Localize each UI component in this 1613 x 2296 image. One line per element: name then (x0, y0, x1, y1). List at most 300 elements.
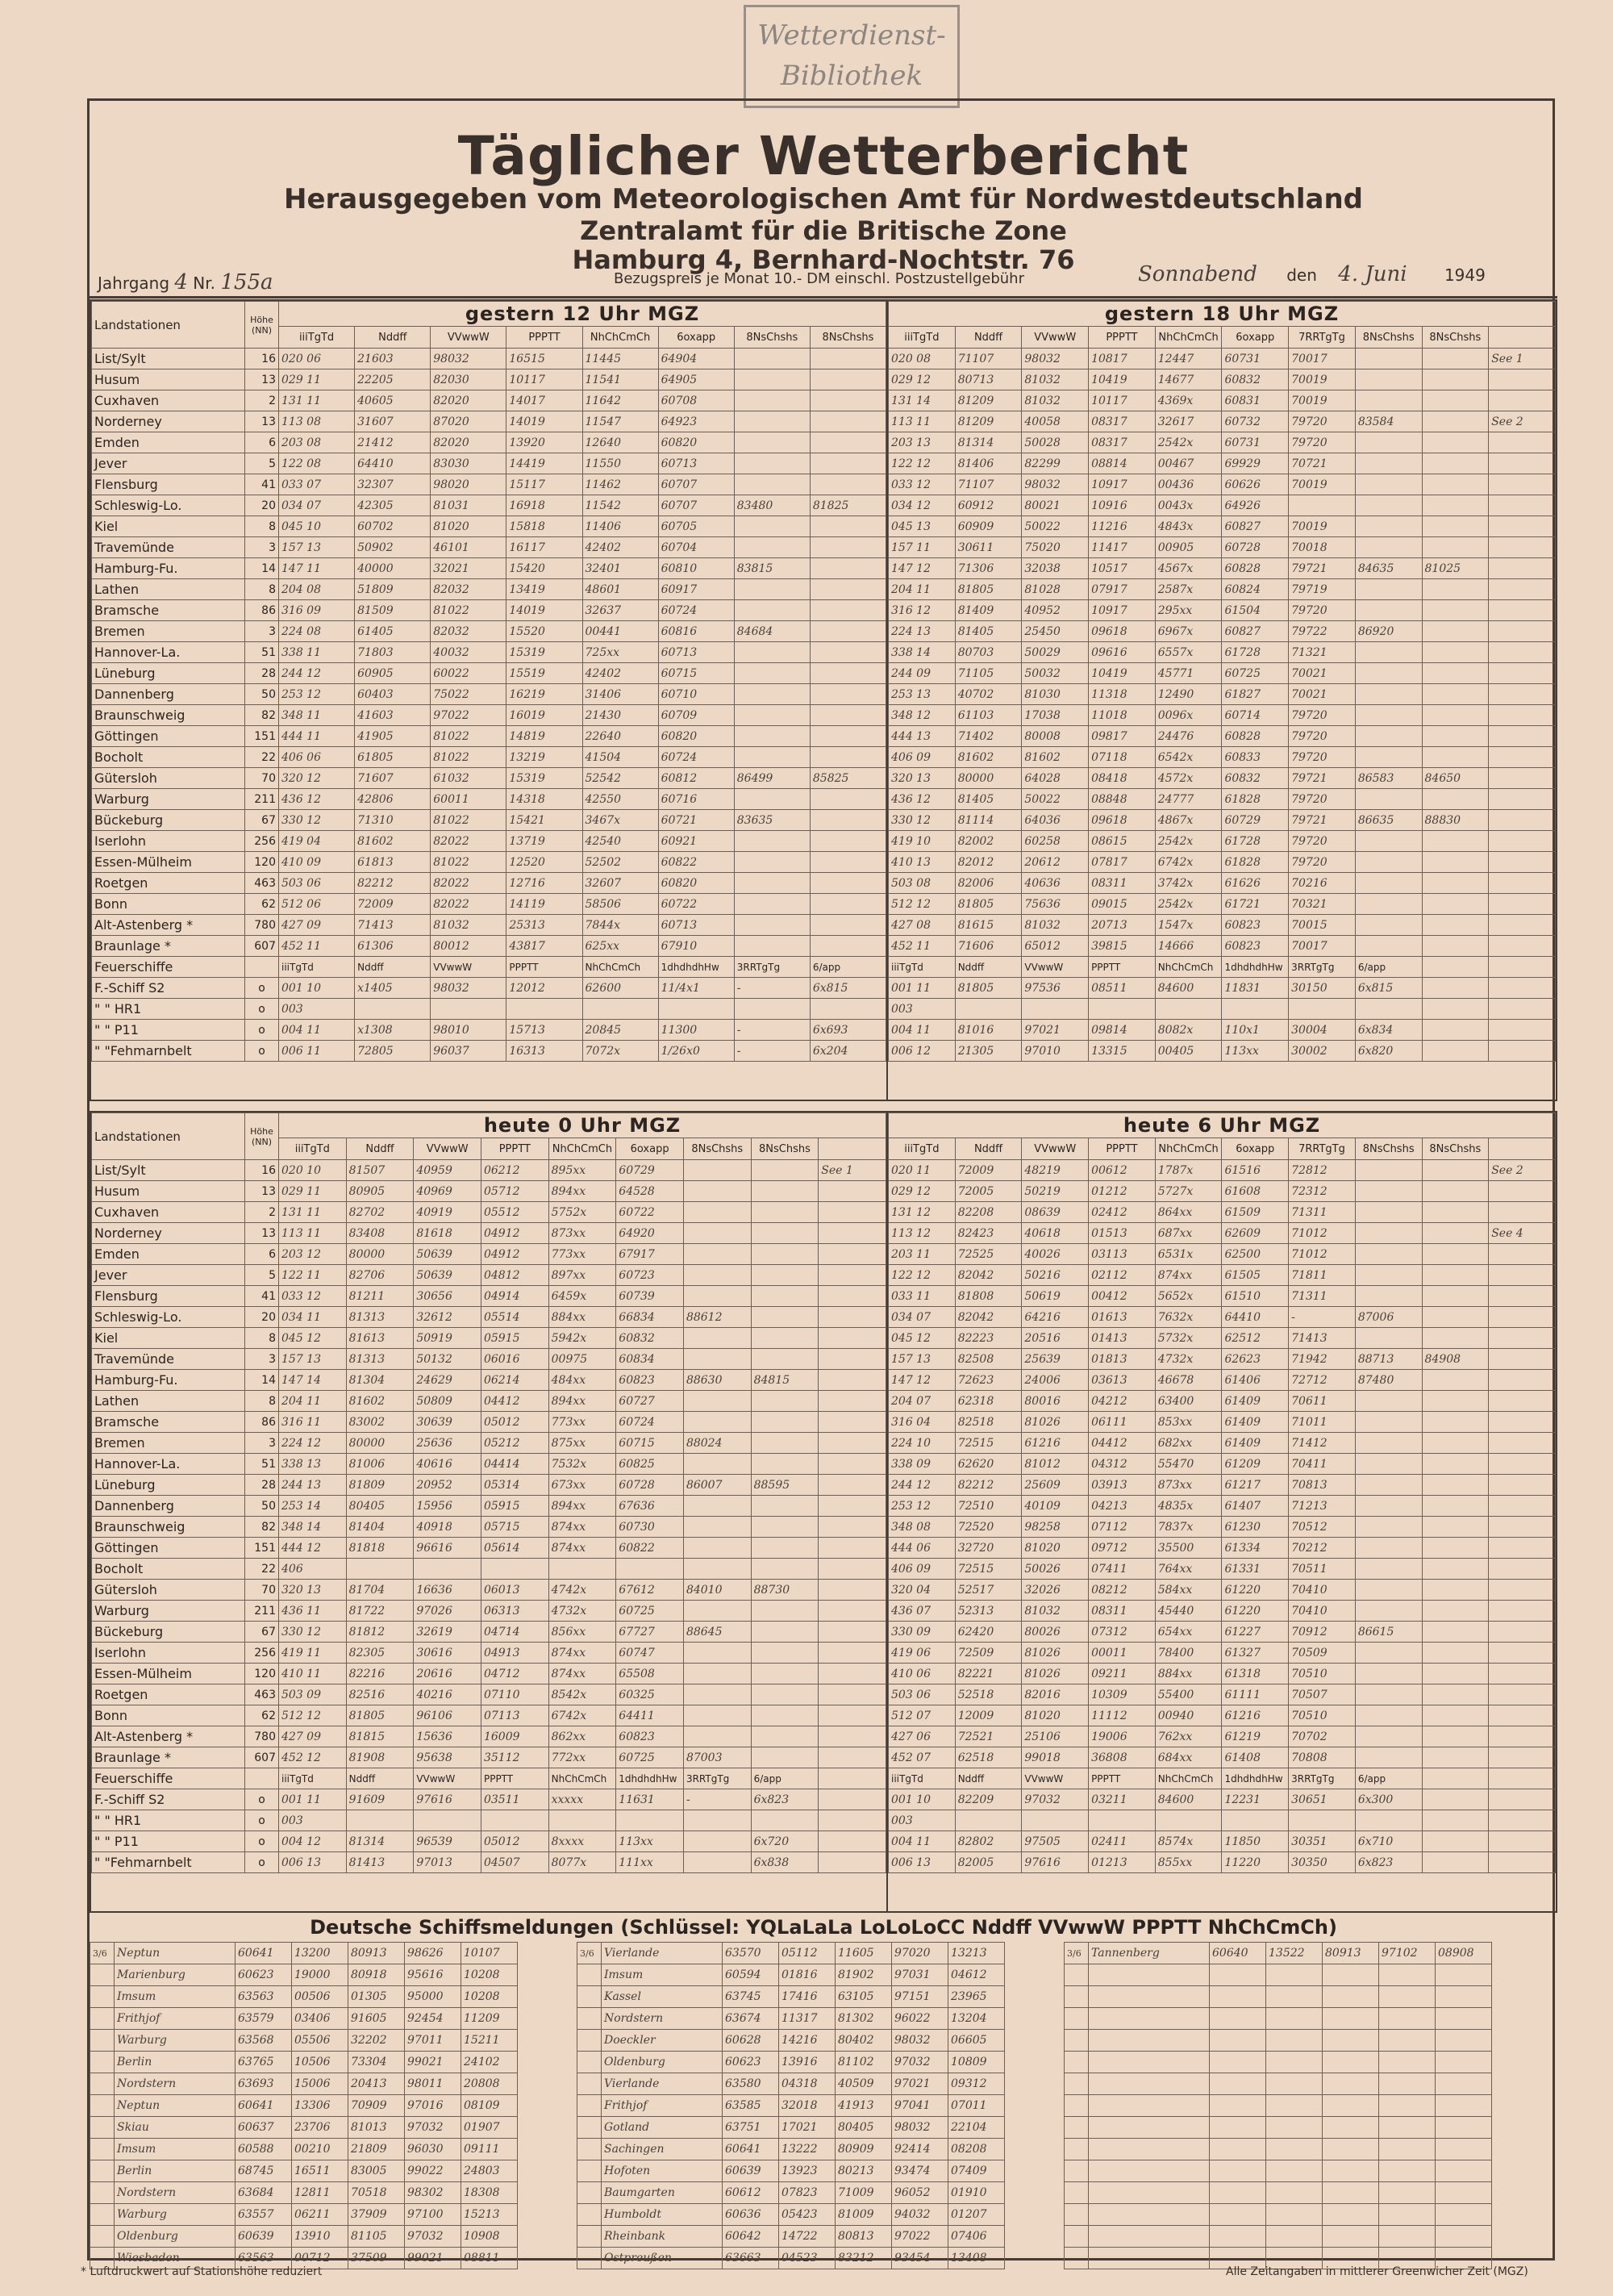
column-header: 3RRTgTg (734, 957, 810, 978)
obs-cell: 88630 (683, 1370, 751, 1391)
obs-cell: 55400 (1155, 1684, 1222, 1705)
station-name: Iserlohn (92, 1643, 245, 1664)
obs-cell: 10419 (1089, 369, 1156, 390)
obs-cell: 16918 (506, 495, 582, 516)
obs-cell: 42305 (355, 495, 431, 516)
obs-cell: 71413 (1289, 1328, 1356, 1349)
obs-cell: 88730 (751, 1580, 819, 1601)
weekday: Sonnabend (1138, 262, 1257, 286)
ship-report-row (1065, 2052, 1492, 2073)
obs-cell (734, 684, 810, 705)
station-name: Bonn (92, 894, 245, 915)
obs-cell: 70019 (1289, 516, 1356, 537)
obs-cell (1489, 789, 1556, 810)
obs-cell: 40058 (1022, 411, 1089, 432)
obs-cell: 61827 (1222, 684, 1289, 705)
ship-report-cell: 96030 (405, 2139, 461, 2160)
obs-cell: 00011 (1089, 1643, 1156, 1664)
obs-cell: 4567x (1155, 558, 1222, 579)
ship-report-row (577, 1964, 1005, 1986)
obs-cell (431, 999, 506, 1020)
obs-cell: 81006 (346, 1454, 414, 1475)
obs-cell: 11216 (1089, 516, 1156, 537)
obs-cell (751, 1622, 819, 1643)
obs-cell (1422, 1496, 1489, 1517)
obs-cell: 6x823 (1355, 1852, 1422, 1873)
station-row (92, 432, 886, 453)
obs-cell (1355, 852, 1422, 873)
obs-cell: 113xx (1222, 1041, 1289, 1062)
obs-cell: 11445 (582, 349, 658, 369)
obs-cell: 7532x (548, 1454, 616, 1475)
obs-cell: 60823 (1222, 915, 1289, 936)
ship-report-cell: 05506 (292, 2030, 348, 2052)
column-header: NhChCmCh (548, 1138, 616, 1160)
ship-report-cell: 60639 (723, 2160, 779, 2182)
obs-cell: 71311 (1289, 1286, 1356, 1307)
obs-cell: 71811 (1289, 1265, 1356, 1286)
obs-cell (1422, 1789, 1489, 1810)
ship-report-cell: 93474 (892, 2160, 948, 2182)
column-header: 7RRTgTg (1289, 327, 1356, 349)
station-row (889, 621, 1556, 642)
column-header: iiiTgTd (889, 327, 956, 349)
station-row (889, 1202, 1556, 1223)
ship-report-cell: 73304 (348, 2052, 405, 2073)
obs-cell (751, 1559, 819, 1580)
block-title: gestern 12 Uhr MGZ (279, 302, 886, 327)
obs-cell (1489, 894, 1556, 915)
obs-cell: 06013 (481, 1580, 548, 1601)
obs-cell (1355, 936, 1422, 957)
obs-cell: 00975 (548, 1349, 616, 1370)
station-row (92, 369, 886, 390)
obs-cell: 113 11 (279, 1223, 347, 1244)
station-row (889, 1475, 1556, 1496)
ship-report-cell: 97032 (892, 2052, 948, 2073)
obs-cell (1355, 349, 1422, 369)
column-header: VVwwW (431, 327, 506, 349)
obs-cell: 15519 (506, 663, 582, 684)
station-name: Gütersloh (92, 1580, 245, 1601)
obs-cell: 64036 (1022, 810, 1089, 831)
obs-cell: 52517 (955, 1580, 1022, 1601)
obs-cell: 503 06 (889, 1684, 956, 1705)
obs-cell: 50028 (1022, 432, 1089, 453)
obs-cell: 6x693 (810, 1020, 886, 1041)
obs-cell (1489, 852, 1556, 873)
obs-cell: 80012 (431, 936, 506, 957)
obs-cell: 72515 (955, 1559, 1022, 1580)
station-row (92, 1265, 886, 1286)
obs-cell: 11631 (616, 1789, 684, 1810)
ship-report-row (1065, 1943, 1492, 1964)
obs-cell: 348 14 (279, 1517, 347, 1538)
obs-cell: 08311 (1089, 873, 1156, 894)
obs-cell: 81022 (431, 810, 506, 831)
obs-cell (1155, 999, 1222, 1020)
obs-cell: 70015 (1289, 915, 1356, 936)
obs-cell: 224 08 (279, 621, 355, 642)
lightship-height: o (245, 1831, 279, 1852)
obs-cell (734, 349, 810, 369)
obs-cell: 81602 (346, 1391, 414, 1412)
obs-cell (1222, 999, 1289, 1020)
station-row (92, 1286, 886, 1307)
column-header: iiiTgTd (889, 1138, 956, 1160)
obs-cell: 60702 (355, 516, 431, 537)
ship-report-cell: 97041 (892, 2095, 948, 2117)
obs-cell: 61407 (1222, 1496, 1289, 1517)
station-row (92, 1517, 886, 1538)
obs-cell (683, 1244, 751, 1265)
station-row (889, 1664, 1556, 1684)
station-name: Göttingen (92, 726, 245, 747)
column-header: 3RRTgTg (1289, 957, 1356, 978)
obs-cell: 98020 (431, 474, 506, 495)
ship-report-cell: 60588 (235, 2139, 292, 2160)
obs-cell (1355, 1747, 1422, 1768)
obs-cell: 40918 (414, 1517, 481, 1538)
obs-cell: 033 12 (889, 474, 956, 495)
obs-cell: 006 11 (279, 1041, 355, 1062)
station-name: List/Sylt (92, 349, 245, 369)
obs-cell: 444 06 (889, 1538, 956, 1559)
obs-cell (734, 705, 810, 726)
obs-cell: 00412 (1089, 1286, 1156, 1307)
station-row (92, 1496, 886, 1517)
obs-cell: 10917 (1089, 474, 1156, 495)
obs-cell: 24476 (1155, 726, 1222, 747)
obs-cell (481, 1810, 548, 1831)
obs-cell: 157 11 (889, 537, 956, 558)
ship-report-cell: 05423 (779, 2204, 836, 2226)
obs-cell: 04414 (481, 1454, 548, 1475)
station-height: 20 (245, 1307, 279, 1328)
obs-cell (1489, 1020, 1556, 1041)
obs-cell: 84908 (1422, 1349, 1489, 1370)
obs-cell: 60831 (1222, 390, 1289, 411)
station-name: Emden (92, 1244, 245, 1265)
obs-cell: 82212 (355, 873, 431, 894)
obs-cell: 84684 (734, 621, 810, 642)
obs-cell: 82016 (1022, 1684, 1089, 1705)
obs-cell (810, 579, 886, 600)
obs-cell (1355, 1684, 1422, 1705)
obs-cell: 96106 (414, 1705, 481, 1726)
obs-cell: 71607 (355, 768, 431, 789)
ship-name: Baumgarten (602, 2182, 723, 2204)
obs-cell: 60713 (658, 915, 734, 936)
obs-cell (683, 1852, 751, 1873)
obs-cell: 224 12 (279, 1433, 347, 1454)
obs-cell (683, 1265, 751, 1286)
obs-cell: 70510 (1289, 1664, 1356, 1684)
obs-cell: 40959 (414, 1160, 481, 1181)
publisher-line: Herausgegeben vom Meteorologischen Amt für Nordwestdeutschland (284, 183, 1363, 215)
obs-cell: xxxxx (548, 1789, 616, 1810)
obs-cell: 64926 (1222, 495, 1289, 516)
obs-cell (819, 1643, 886, 1664)
obs-cell: 60820 (658, 432, 734, 453)
obs-cell: 033 11 (889, 1286, 956, 1307)
obs-cell (810, 705, 886, 726)
obs-cell: 96037 (431, 1041, 506, 1062)
station-row (92, 537, 886, 558)
column-header: VVwwW (414, 1768, 481, 1789)
obs-cell: 82516 (346, 1684, 414, 1705)
obs-cell (1422, 1705, 1489, 1726)
obs-cell: 11550 (582, 453, 658, 474)
obs-cell (1355, 1517, 1422, 1538)
obs-cell: 436 07 (889, 1601, 956, 1622)
obs-cell (683, 1517, 751, 1538)
obs-cell: 50639 (414, 1244, 481, 1265)
obs-cell: 70511 (1289, 1559, 1356, 1580)
obs-cell: 61220 (1222, 1580, 1289, 1601)
obs-cell: 40702 (955, 684, 1022, 705)
obs-cell (1355, 1601, 1422, 1622)
obs-cell: 330 12 (279, 810, 355, 831)
obs-cell: 61103 (955, 705, 1022, 726)
obs-cell: 70410 (1289, 1580, 1356, 1601)
column-header: Nddff (355, 327, 431, 349)
station-name: Kiel (92, 1328, 245, 1349)
obs-cell: 15421 (506, 810, 582, 831)
obs-cell: 21412 (355, 432, 431, 453)
ship-report-cell: 63765 (235, 2052, 292, 2073)
obs-cell: 203 13 (889, 432, 956, 453)
obs-cell (1489, 1747, 1556, 1768)
obs-cell: 15420 (506, 558, 582, 579)
obs-cell (1355, 390, 1422, 411)
lightship-name: " " HR1 (92, 1810, 245, 1831)
obs-cell: 330 12 (279, 1622, 347, 1643)
obs-cell: 444 11 (279, 726, 355, 747)
obs-cell (1489, 1433, 1556, 1454)
column-header: iiiTgTd (279, 327, 355, 349)
station-name: Gütersloh (92, 768, 245, 789)
obs-cell: 82012 (955, 852, 1022, 873)
obs-cell (1489, 1454, 1556, 1475)
column-header: Nddff (955, 1138, 1022, 1160)
obs-cell: 71012 (1289, 1244, 1356, 1265)
obs-cell: 045 12 (279, 1328, 347, 1349)
station-name: Bückeburg (92, 1622, 245, 1643)
hoehe-header: Höhe (NN) (245, 1113, 279, 1160)
obs-cell: 004 11 (889, 1020, 956, 1041)
obs-cell: 253 13 (889, 684, 956, 705)
obs-cell: 10917 (1089, 600, 1156, 621)
station-height: 13 (245, 1223, 279, 1244)
obs-cell: 67636 (616, 1496, 684, 1517)
obs-cell (1355, 663, 1422, 684)
obs-cell: 8077x (548, 1852, 616, 1873)
ship-report-cell: 12811 (292, 2182, 348, 2204)
obs-cell: 13219 (506, 747, 582, 768)
obs-cell: 764xx (1155, 1559, 1222, 1580)
station-height: 2 (245, 390, 279, 411)
ship-report-row (577, 2248, 1005, 2269)
obs-cell: 04912 (481, 1223, 548, 1244)
obs-cell: 30004 (1289, 1020, 1356, 1041)
obs-cell (1422, 621, 1489, 642)
obs-cell: 406 09 (889, 1559, 956, 1580)
obs-cell (1355, 684, 1422, 705)
lightship-height: o (245, 1041, 279, 1062)
obs-cell: 70411 (1289, 1454, 1356, 1475)
station-height: 6 (245, 432, 279, 453)
ship-report-row (577, 2030, 1005, 2052)
obs-cell: 61032 (431, 768, 506, 789)
obs-cell: 60816 (658, 621, 734, 642)
ship-name: Rheinbank (602, 2226, 723, 2248)
obs-cell: 87020 (431, 411, 506, 432)
obs-cell: 72005 (955, 1181, 1022, 1202)
obs-cell (616, 1810, 684, 1831)
obs-cell (1422, 1622, 1489, 1643)
lightship-name: F.-Schiff S2 (92, 978, 245, 999)
obs-cell (810, 453, 886, 474)
ship-report-cell: 99022 (405, 2160, 461, 2182)
obs-cell: 00612 (1089, 1160, 1156, 1181)
station-height: 8 (245, 516, 279, 537)
obs-cell (1422, 1475, 1489, 1496)
obs-cell (751, 1223, 819, 1244)
obs-cell: 81314 (955, 432, 1022, 453)
obs-cell (1489, 810, 1556, 831)
obs-cell (1489, 432, 1556, 453)
station-row (889, 831, 1556, 852)
obs-cell: 09814 (1089, 1020, 1156, 1041)
obs-cell: See 2 (1489, 411, 1556, 432)
obs-cell (810, 411, 886, 432)
obs-cell (1489, 978, 1556, 999)
obs-cell: 203 11 (889, 1244, 956, 1265)
obs-cell: 60709 (658, 705, 734, 726)
station-name: Braunlage * (92, 936, 245, 957)
column-header: PPPTT (1089, 327, 1156, 349)
obs-cell (1355, 789, 1422, 810)
obs-cell: 004 11 (279, 1020, 355, 1041)
obs-cell: 06313 (481, 1601, 548, 1622)
obs-cell (1422, 1664, 1489, 1684)
obs-cell: 00441 (582, 621, 658, 642)
obs-cell: 204 11 (889, 579, 956, 600)
obs-cell: 122 12 (889, 1265, 956, 1286)
obs-cell (1489, 1789, 1556, 1810)
obs-cell: 70702 (1289, 1726, 1356, 1747)
obs-cell: 13315 (1089, 1041, 1156, 1062)
obs-cell (1489, 1265, 1556, 1286)
obs-cell: 147 14 (279, 1370, 347, 1391)
obs-cell: 113xx (616, 1831, 684, 1852)
obs-cell: 60714 (1222, 705, 1289, 726)
column-header: NhChCmCh (582, 327, 658, 349)
obs-cell (819, 1517, 886, 1538)
obs-cell: 244 09 (889, 663, 956, 684)
obs-cell (1489, 663, 1556, 684)
ship-report-cell: 81902 (836, 1964, 892, 1986)
obs-cell: 6x300 (1355, 1789, 1422, 1810)
obs-cell: 60725 (1222, 663, 1289, 684)
station-row (92, 873, 886, 894)
station-row (889, 1580, 1556, 1601)
obs-cell: - (1289, 1307, 1356, 1328)
obs-cell: 81618 (414, 1223, 481, 1244)
station-row (889, 1747, 1556, 1768)
obs-cell: 62512 (1222, 1328, 1289, 1349)
ship-report-cell: 60623 (723, 2052, 779, 2073)
ship-report-cell: 92414 (892, 2139, 948, 2160)
station-height: 41 (245, 474, 279, 495)
obs-cell (819, 1307, 886, 1328)
obs-cell: 98032 (1022, 349, 1089, 369)
obs-cell: 22205 (355, 369, 431, 390)
year: 1949 (1444, 265, 1486, 285)
obs-cell: 82212 (955, 1475, 1022, 1496)
obs-cell: 14019 (506, 600, 582, 621)
obs-cell: 40605 (355, 390, 431, 411)
obs-cell: 5752x (548, 1202, 616, 1223)
ship-report-cell: 06211 (292, 2204, 348, 2226)
obs-cell: 14119 (506, 894, 582, 915)
obs-cell: 13920 (506, 432, 582, 453)
obs-cell: 8542x (548, 1684, 616, 1705)
obs-cell: 772xx (548, 1747, 616, 1768)
station-row (92, 558, 886, 579)
station-row (889, 1433, 1556, 1454)
station-row (889, 390, 1556, 411)
ship-report-cell: 68745 (235, 2160, 292, 2182)
obs-cell: 83584 (1355, 411, 1422, 432)
obs-cell: 61227 (1222, 1622, 1289, 1643)
station-name: Jever (92, 453, 245, 474)
ship-report-cell: 15006 (292, 2073, 348, 2095)
obs-cell: 97536 (1022, 978, 1089, 999)
ship-report-cell: 10107 (461, 1943, 518, 1964)
obs-cell (751, 1391, 819, 1412)
station-name: Cuxhaven (92, 390, 245, 411)
hoehe-header: Höhe (NN) (245, 302, 279, 349)
obs-cell (506, 999, 582, 1020)
station-row (889, 1160, 1556, 1181)
ship-name: Warburg (115, 2030, 235, 2052)
ship-reports (90, 1913, 1557, 2265)
obs-cell: 338 09 (889, 1454, 956, 1475)
obs-cell (683, 1726, 751, 1747)
obs-cell: 30002 (1289, 1041, 1356, 1062)
ship-report-cell: 13306 (292, 2095, 348, 2117)
obs-cell: 19006 (1089, 1726, 1156, 1747)
obs-cell: 60713 (658, 642, 734, 663)
obs-cell: 60823 (1222, 936, 1289, 957)
station-row (92, 1747, 886, 1768)
station-row (92, 663, 886, 684)
obs-cell (734, 474, 810, 495)
obs-cell: 873xx (548, 1223, 616, 1244)
obs-cell (810, 390, 886, 411)
obs-cell: 61728 (1222, 642, 1289, 663)
obs-cell (819, 1391, 886, 1412)
obs-cell: 253 12 (889, 1496, 956, 1517)
station-height: 67 (245, 810, 279, 831)
obs-cell: 045 13 (889, 516, 956, 537)
ship-report-cell: 97151 (892, 1986, 948, 2008)
obs-cell (683, 1223, 751, 1244)
obs-cell: 70216 (1289, 873, 1356, 894)
obs-cell (1489, 999, 1556, 1020)
